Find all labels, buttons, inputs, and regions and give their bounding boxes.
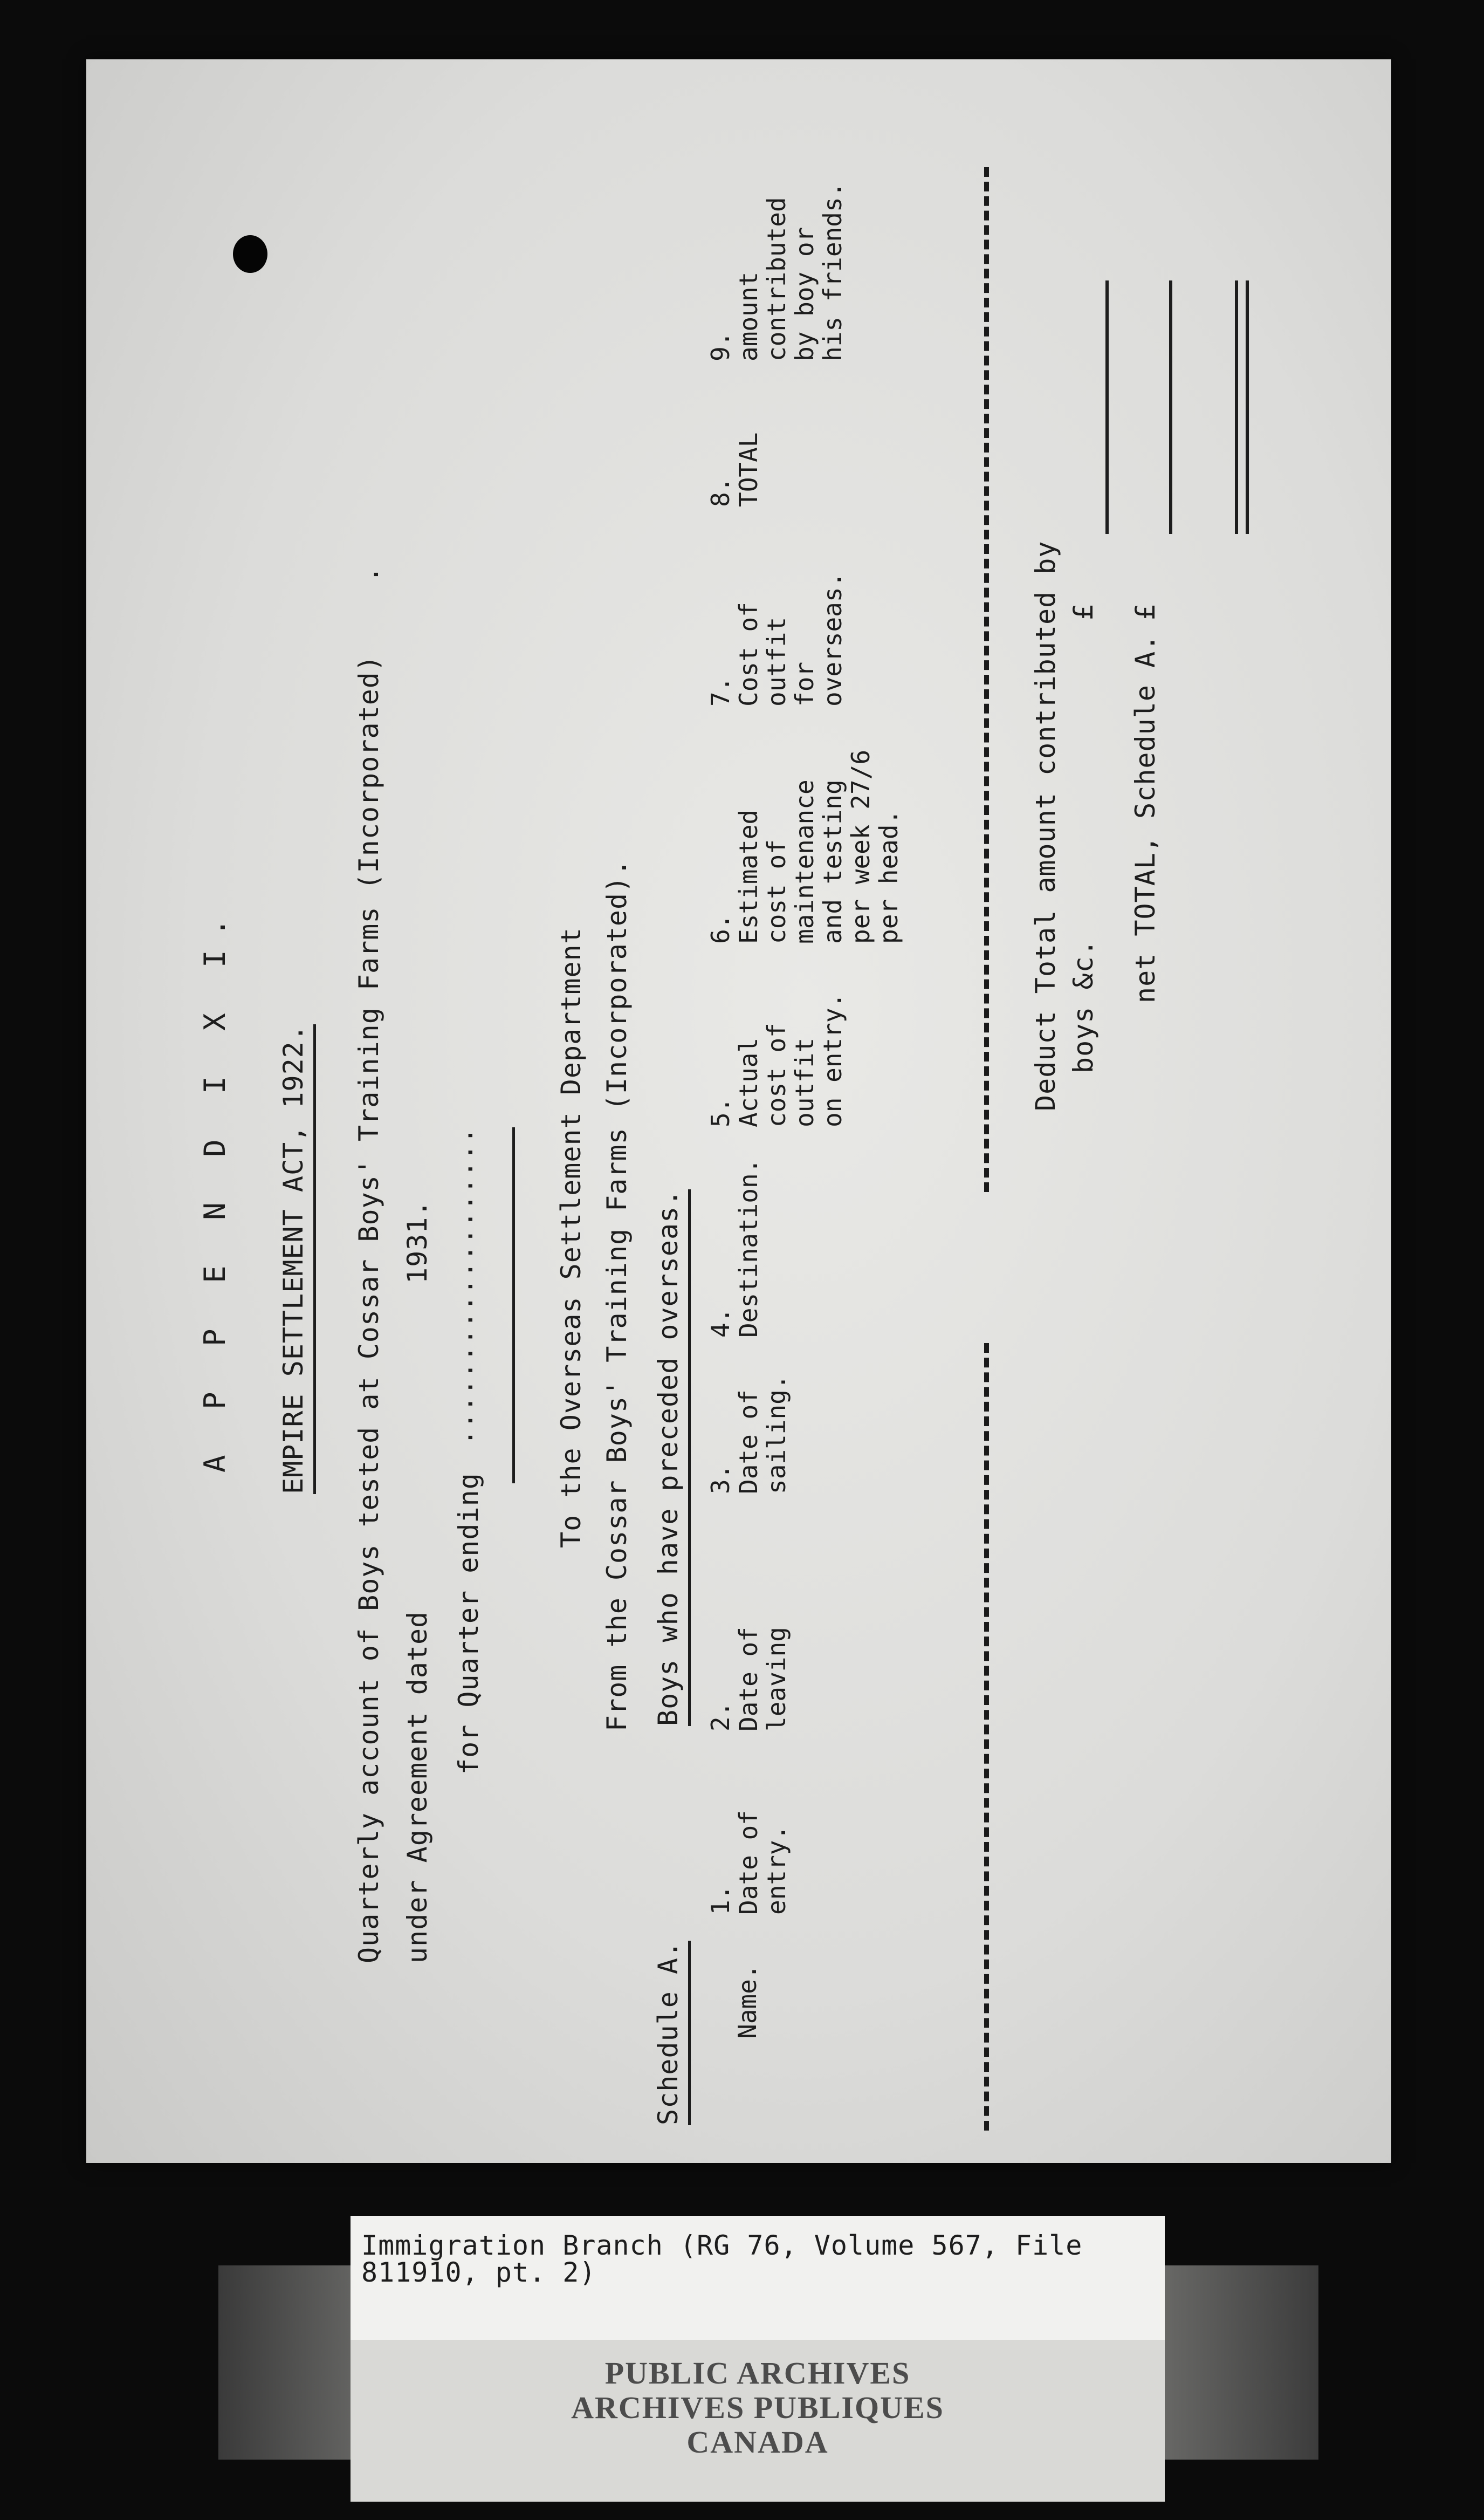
- col-name-label: Name.: [733, 1964, 762, 2039]
- total-rule-2: [1169, 280, 1172, 534]
- col-name: [733, 1964, 761, 2039]
- period-mark: .: [353, 565, 384, 583]
- double-rule-bottom: [1246, 280, 1249, 534]
- quarter-dots: ...................: [448, 1127, 479, 1446]
- col-label: Destination.: [734, 1158, 763, 1338]
- to-line: To the Overseas Settlement Department: [555, 927, 587, 1548]
- col-label: Cost of outfit for overseas.: [734, 572, 847, 707]
- pound-sign-1: £: [1068, 603, 1099, 620]
- dashed-rule-left: [984, 1343, 989, 2131]
- double-rule-top: [1235, 280, 1238, 534]
- total-rule-1: [1105, 280, 1109, 534]
- act-heading: EMPIRE SETTLEMENT ACT, 1922.: [278, 1024, 316, 1494]
- col-estimated-cost: [706, 750, 903, 944]
- col-number: 9.: [706, 331, 735, 361]
- col-number: 7.: [706, 676, 735, 707]
- rotated-form: [178, 146, 1472, 2195]
- schedule-subheading: Boys who have preceded overseas.: [652, 1189, 691, 1726]
- agreement-year: 1931.: [402, 1200, 433, 1284]
- col-number: 1.: [706, 1885, 735, 1915]
- deduct-line-2: boys &c.: [1068, 939, 1099, 1073]
- net-total: net TOTAL, Schedule A.: [1130, 634, 1161, 1003]
- col-label: Date of sailing.: [734, 1374, 791, 1494]
- col-label: TOTAL: [734, 432, 763, 507]
- stamp-line: PUBLIC ARCHIVES: [604, 2355, 911, 2391]
- col-label: Date of entry.: [734, 1810, 791, 1915]
- col-label: amount contributed by boy or his friends.: [734, 182, 847, 361]
- stamp-line: CANADA: [686, 2425, 829, 2460]
- dashed-rule-right: [984, 167, 989, 1192]
- col-number: 6.: [706, 914, 735, 944]
- col-number: 5.: [706, 1097, 735, 1127]
- col-total: [706, 433, 762, 507]
- quarter-label: for Quarter ending: [453, 1473, 484, 1775]
- col-number: 3.: [706, 1464, 735, 1494]
- col-date-entry: [706, 1810, 791, 1915]
- col-date-sailing: [706, 1374, 791, 1494]
- col-date-leaving: [706, 1627, 791, 1731]
- col-label: Actual cost of outfit on entry.: [734, 992, 847, 1127]
- archive-stamp: [351, 2340, 1165, 2502]
- archive-label: Immigration Branch (RG 76, Volume 567, File 811910, pt. 2): [351, 2216, 1165, 2340]
- document-page: [86, 59, 1391, 2163]
- col-number: 8.: [706, 477, 735, 507]
- deduct-line-1: Deduct Total amount contributed by: [1030, 540, 1061, 1111]
- schedule-heading: Schedule A.: [652, 1941, 691, 2125]
- from-line: From the Cossar Boys' Training Farms (Incorporated).: [601, 859, 633, 1731]
- col-contributed: [706, 182, 847, 361]
- quarterly-account-line: Quarterly account of Boys tested at Cossar Boys' Training Farms (Incorporated): [353, 655, 384, 1963]
- stamp-line: ARCHIVES PUBLIQUES: [571, 2390, 944, 2425]
- col-outfit-overseas: [706, 572, 847, 707]
- col-label: Date of leaving: [734, 1627, 791, 1731]
- col-actual-cost: [706, 993, 847, 1127]
- col-number: 4.: [706, 1307, 735, 1338]
- pound-sign-2: £: [1130, 603, 1161, 620]
- col-destination: [706, 1159, 762, 1338]
- appendix-title: A P P E N D I X I.: [198, 904, 232, 1473]
- divider-rule: [512, 1127, 515, 1483]
- col-number: 2.: [706, 1701, 735, 1731]
- col-label: Estimated cost of maintenance and testing per week 27/6 per head.: [734, 749, 903, 944]
- agreement-label: under Agreement dated: [402, 1611, 433, 1963]
